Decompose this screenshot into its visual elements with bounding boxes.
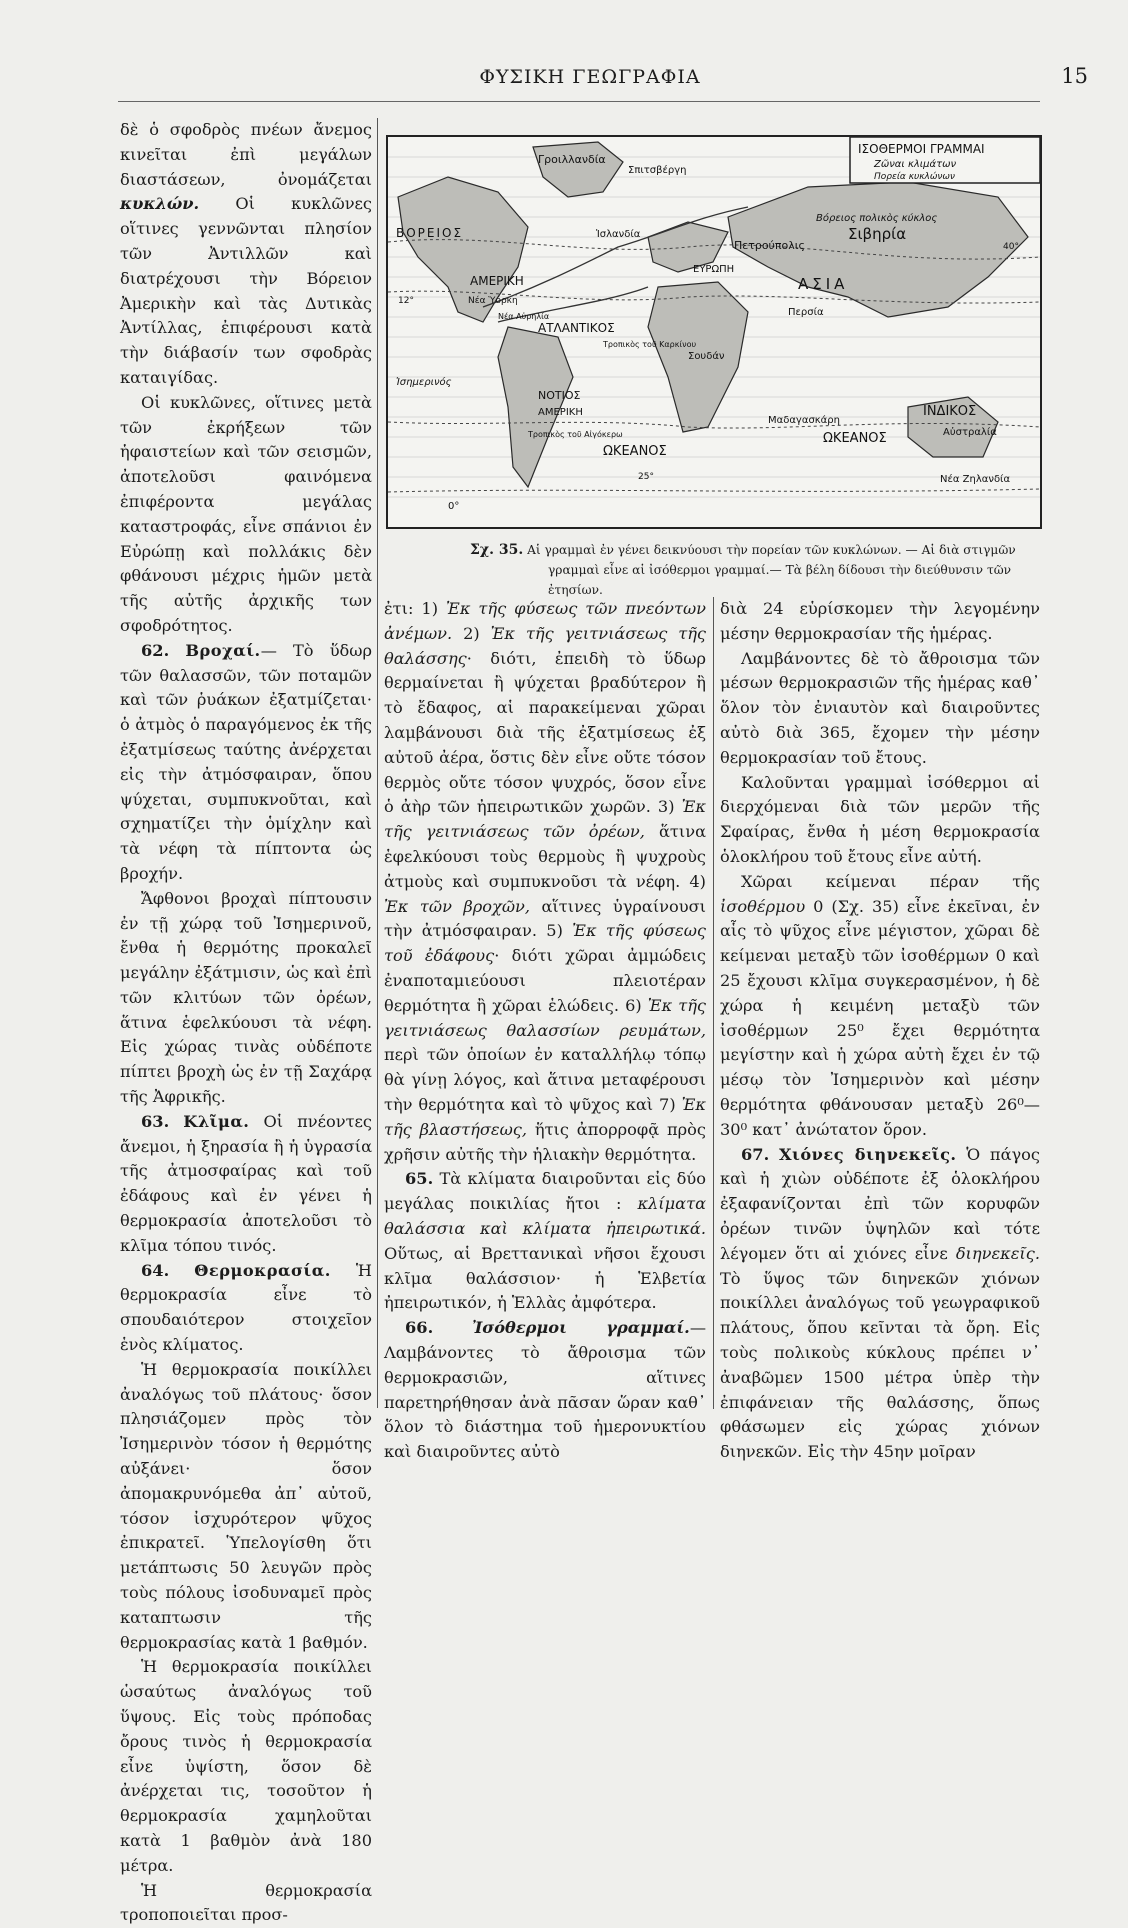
- label-asia: ΑΣΙΑ: [798, 275, 849, 293]
- section-heading: Χιόνες διηνεκεῖς.: [778, 1144, 957, 1164]
- figure-caption: [470, 540, 1030, 600]
- section-heading: Ἰσόθερμοι γραμμαί.: [472, 1318, 690, 1338]
- label-tropic-cancer: Τροπικὸς τοῦ Καρκίνου: [603, 340, 697, 349]
- label-ocean-indian: ΩΚΕΑΝΟΣ: [823, 431, 887, 446]
- column-divider: [713, 597, 714, 1409]
- section-65: 65. Τὰ κλίματα διαιροῦνται εἰς δύο μεγάλας ποικιλίας ἤτοι : κλίματα θαλάσσια καὶ κλίματα ἠπειρωτικά. Οὕτως, αἱ Βρεττανικαὶ νῆσοι ἔχουσι κλῖμα θαλάσσιον· ἡ Ἑλβετία ἠπειρωτικόν, ἡ Ἑλλὰς ἀμφότερα.: [384, 1169, 706, 1313]
- section-64: 64. Θερμοκρασία. Ἡ θερμοκρασία εἶνε τὸ σπουδαιότερον στοιχεῖον ἑνὸς κλίματος.: [120, 1260, 372, 1355]
- paragraph: ἐτι: 1) Ἐκ τῆς φύσεως τῶν πνεόντων ἀνέμων. 2) Ἐκ τῆς γειτνιάσεως τῆς θαλάσσης· διότι, ἐπειδὴ τὸ ὕδωρ θερμαίνεται ἢ ψύχεται βραδύτερον ἢ τὸ ἔδαφος, αἱ παρακείμεναι χῶραι λαμβάνουσι διὰ τῆς ἐξατμίσεως ἐξ αὐτοῦ ἀέρα, ὅστις δὲν εἶνε οὔτε τόσον θερμὸς οὔτε τόσον ψυχρός, ὅσον εἶνε ὁ ἀὴρ τῶν ἠπειρωτικῶν χωρῶν. 3) Ἐκ τῆς γειτνιάσεως τῶν ὀρέων, ἅτινα ἑφελκύουσι τοὺς θερμοὺς ἢ ψυχροὺς ἀτμοὺς καὶ συμπυκνοῦσι τὰ νέφη. 4) Ἐκ τῶν βροχῶν, αἵτινες ὑγραίνουσι τὴν ἀτμόσφαιραν. 5) Ἐκ τῆς φύσεως τοῦ ἐδάφους· διότι χῶραι ἀμμώδεις ἐναποταμιεύουσι πλειοτέραν θερμότητα ἢ χῶραι ἑλώδεις. 6) Ἐκ τῆς γειτνιάσεως θαλασσίων ρευμάτων, περὶ τῶν ὁποίων ἐν καταλλήλῳ τόπῳ θὰ γίνῃ λόγος, καὶ ἅτινα μεταφέρουσι τὴν θερμότητα καὶ τὸ ψῦχος καὶ 7) Ἐκ τῆς βλαστήσεως, ἥτις ἀπορροφᾷ πρὸς χρῆσιν αὐτῆς τὴν ἡλιακὴν θερμότητα.: [384, 599, 706, 1164]
- term-kyklon: κυκλών.: [120, 194, 200, 214]
- label-deg-0: 0°: [448, 501, 460, 512]
- paragraph: Ἡ θερμοκρασία ποικίλλει ἀναλόγως τοῦ πλάτους· ὅσον πλησιάζομεν πρὸς τὸν Ἰσημερινὸν τόσον ἡ θερμότης αὐξάνει· ὅσον ἀπομακρυνόμεθα ἀπ᾿ αὐτοῦ, τόσον ἰσχυρότερον ψῦχος ἐπικρατεῖ. Ὑπελογίσθη ὅτι μετάπτωσις 50 λευγῶν πρὸς τοὺς πόλους ἰσοδυναμεῖ πρὸς καταπτωσιν τῆς θερμοκρασίας κατὰ 1 βαθμόν.: [120, 1359, 372, 1652]
- column-middle: [384, 597, 706, 1465]
- label-spitsbergen: Σπιτσβέργη: [628, 165, 687, 176]
- label-north-pole-circle: Βόρειος πολικὸς κύκλος: [816, 213, 938, 224]
- label-australia: Αὐστραλία: [943, 427, 997, 438]
- header-rule: [118, 101, 1040, 102]
- running-title: ΦΥΣΙΚΗ ΓΕΩΓΡΑΦΙΑ: [479, 66, 701, 88]
- label-persia: Περσία: [788, 307, 824, 318]
- paragraph: διὰ 24 εὑρίσκομεν τὴν λεγομένην μέσην θερμοκρασίαν τῆς ἡμέρας.: [720, 599, 1040, 643]
- paragraph: Ἄφθονοι βροχαὶ πίπτουσιν ἐν τῇ χώρᾳ τοῦ Ἰσημερινοῦ, ἔνθα ἡ θερμότης προκαλεῖ μεγάλην ἐξάτμισιν, ὡς καὶ ἐπὶ τῶν κλιτύων τῶν ὀρέων, ἅτινα ἑφελκύουσι τὰ νέφη. Εἰς χώρας τινὰς οὐδέποτε πίπτει βροχὴ ὡς ἐν τῇ Σαχάρᾳ τῆς Ἀφρικῆς.: [120, 888, 372, 1107]
- section-63: 63. Κλῖμα. Οἱ πνέοντες ἄνεμοι, ἡ ξηρασία ἢ ἡ ὑγρασία τῆς ἀτμοσφαίρας καὶ τοῦ ἐδάφους καὶ ἐν γένει ἡ θερμοκρασία ἀποτελοῦσι τὸ κλῖμα τόπου τινός.: [120, 1111, 372, 1255]
- section-heading: Θερμοκρασία.: [194, 1260, 331, 1280]
- label-america: ΑΜΕΡΙΚΗ: [470, 274, 524, 288]
- label-neworleans: Νέα Αὐρηλία: [498, 312, 550, 321]
- paragraph: Καλοῦνται γραμμαὶ ἰσόθερμοι αἱ διερχόμεναι διὰ τῶν μερῶν τῆς Σφαίρας, ἔνθα ἡ μέση θερμοκρασία ὁλοκλήρου τοῦ ἔτους εἶνε αὐτή.: [720, 772, 1040, 866]
- label-deg-40: 40°: [1003, 242, 1019, 252]
- paragraph: Χῶραι κείμεναι πέραν τῆς ἰσοθέρμου 0 (Σχ. 35) εἶνε ἐκεῖναι, ἐν αἷς τὸ ψῦχος εἶνε μέγιστον, χῶραι δὲ κείμεναι μεταξὺ τῶν ἰσοθέρμων 0 καὶ 25 ἔχουσι κλῖμα συγκερασμένον, ἡ δὲ χώρα ἡ κειμένη μεταξὺ τῶν ἰσοθέρμων 25⁰ ἔχει θερμότητα μεγίστην καὶ ἡ χώρα αὐτὴ ἔχει ἐν τῷ μέσῳ τὸν Ἰσημερινὸν καὶ μέσην θερμότητα φθάνουσαν μεταξὺ 26⁰—30⁰ κατ᾿ ἀνώτατον ὅρον.: [720, 871, 1040, 1139]
- label-south: ΝΟΤΙΟΣ: [538, 389, 581, 402]
- label-siberia: Σιβηρία: [848, 225, 907, 243]
- paragraph: Λαμβάνοντες δὲ τὸ ἄθροισμα τῶν μέσων θερμοκρασιῶν τῆς ἡμέρας καθ᾿ ὅλον τὸν ἐνιαυτὸν καὶ διαιροῦντες αὐτὸ διὰ 365, ἔχομεν τὴν μέσην θερμοκρασίαν τοῦ ἔτους.: [720, 648, 1040, 767]
- label-greenland: Γροιλλανδία: [538, 153, 606, 166]
- map-svg: [388, 137, 1040, 527]
- label-sudan: Σουδάν: [688, 351, 725, 362]
- label-new-zealand: Νέα Ζηλανδία: [940, 474, 1011, 485]
- label-deg-12: 12°: [398, 296, 414, 306]
- map-legend-cyclones: Πορεία κυκλώνων: [874, 172, 955, 182]
- section-heading: Βροχαί.: [185, 640, 261, 660]
- label-south-america: ΑΜΕΡΙΚΗ: [538, 407, 583, 418]
- caption-line-2: γραμμαὶ εἶνε αἱ ἰσόθερμοι γραμμαί.— Τὰ βέλη δίδουσι τὴν διεύθυνσιν τῶν ἐτησίων.: [548, 563, 1012, 597]
- map-legend-zones: Ζῶναι κλιμάτων: [874, 159, 957, 170]
- section-62: 62. Βροχαί.— Τὸ ὕδωρ τῶν θαλασσῶν, τῶν ποταμῶν καὶ τῶν ῥυάκων ἐξατμίζεται· ὁ ἀτμὸς ὁ παραγόμενος ἐκ τῆς ἐξατμίσεως ταύτης ἀνέρχεται εἰς τὴν ἀτμόσφαιραν, ὅπου ψύχεται, συμπυκνοῦται, καὶ σχηματίζει τὴν ὁμίχλην καὶ τὰ νέφη τὰ πίπτοντα ὡς βροχήν.: [120, 640, 372, 883]
- label-petroupolis: Πετρούπολις: [734, 239, 805, 252]
- section-67: 67. Χιόνες διηνεκεῖς. Ὁ πάγος καὶ ἡ χιὼν οὐδέποτε ἐξ ὁλοκλήρου ἐξαφανίζονται ἐπὶ τῶν κορυφῶν ὀρέων τινῶν ὑψηλῶν καὶ τότε λέγομεν ὅτι αἱ χιόνες εἶνε διηνεκεῖς. Τὸ ὕψος τῶν διηνεκῶν χιόνων ποικίλλει ἀναλόγως τοῦ γεωγραφικοῦ πλάτους, ὅπου κεῖνται τὰ ὄρη. Εἰς τοὺς πολικοὺς κύκλους πρέπει ν᾿ ἀναβῶμεν 1500 μέτρα ὑπὲρ τὴν ἐπιφάνειαν τῆς θαλάσσης, ὅπως φθάσωμεν εἰς χώρας χιόνων διηνεκῶν. Εἰς τὴν 45ην μοῖραν: [720, 1144, 1040, 1462]
- isotherm-world-map: [386, 135, 1042, 529]
- map-title: ΙΣΟΘΕΡΜΟΙ ΓΡΑΜΜΑΙ: [858, 142, 985, 156]
- paragraph: δὲ ὁ σφοδρὸς πνέων ἄνεμος κινεῖται ἐπὶ μεγάλων διαστάσεων, ὀνομάζεται κυκλών. Οἱ κυκλῶνες οἵτινες γεννῶνται πλησίον τῶν Ἀντιλλῶν καὶ διατρέχουσι τὴν Βόρειον Ἀμερικὴν καὶ τὰς Δυτικὰς Ἀντίλλας, ἐπιφέρουσι κατὰ τὴν διάβασίν των σφοδρὰς καταιγίδας.: [120, 120, 372, 387]
- running-header: [380, 62, 1100, 102]
- paragraph: Ἡ θερμοκρασία ποικίλλει ὡσαύτως ἀναλόγως τοῦ ὕψους. Εἰς τοὺς πρόποδας ὄρους τινὸς ἡ θερμοκρασία εἶνε ὑψίστη, ὅσον δὲ ἀνέρχεται τις, τοσοῦτον ἡ θερμοκρασία χαμηλοῦται κατὰ 1 βαθμὸν ἀνὰ 180 μέτρα.: [120, 1657, 372, 1875]
- column-right: [720, 597, 1040, 1465]
- page-number: 15: [1061, 64, 1088, 88]
- column-left: [120, 118, 372, 1928]
- label-ocean-atlantic: ΩΚΕΑΝΟΣ: [603, 444, 667, 459]
- label-madagascar: Μαδαγασκάρη: [768, 415, 840, 426]
- label-indian: ΙΝΔΙΚΟΣ: [923, 404, 977, 419]
- label-equator: Ἰσημερινός: [396, 377, 452, 388]
- label-iceland: Ἰσλανδία: [596, 229, 641, 240]
- section-heading: Κλῖμα.: [183, 1111, 250, 1131]
- label-deg-25: 25°: [638, 472, 654, 482]
- column-divider: [377, 118, 378, 1408]
- label-tropic-capricorn: Τροπικὸς τοῦ Αἰγόκερω: [528, 430, 623, 439]
- label-boreios: ΒΟΡΕΙΟΣ: [396, 226, 464, 240]
- label-newyork: Νέα Ὑόρκη: [468, 296, 518, 306]
- label-europe: ΕΥΡΩΠΗ: [693, 264, 735, 275]
- paragraph: Οἱ κυκλῶνες, οἵτινες μετὰ τῶν ἐκρήξεων τῶν ἡφαιστείων καὶ τῶν σεισμῶν, ἀποτελοῦσι φαινόμενα ἐπιφέροντα μεγάλας καταστροφάς, εἶνε σπάνιοι ἐν Εὐρώπῃ καὶ πολλάκις δὲν φθάνουσι μέχρις ἡμῶν μετὰ τῆς αὐτῆς ἀρχικῆς των σφοδρότητος.: [120, 392, 372, 635]
- label-atlantic: ΑΤΛΑΝΤΙΚΟΣ: [538, 321, 615, 335]
- caption-line-1: Σχ. 35. Αἱ γραμμαὶ ἐν γένει δεικνύουσι τὴν πορείαν τῶν κυκλώνων. — Αἱ διὰ στιγμῶν: [470, 542, 1016, 558]
- section-66: 66. Ἰσόθερμοι γραμμαί.— Λαμβάνοντες τὸ ἄθροισμα τῶν θερμοκρασιῶν, αἵτινες παρετηρήθησαν ἀνὰ πᾶσαν ὥραν καθ᾿ ὅλον τὸ διάστημα τοῦ ἡμερονυκτίου καὶ διαιροῦντες αὐτὸ: [384, 1318, 706, 1462]
- paragraph: Ἡ θερμοκρασία τροποποιεῖται προσ-: [120, 1880, 372, 1925]
- figure-number: Σχ. 35.: [470, 542, 524, 558]
